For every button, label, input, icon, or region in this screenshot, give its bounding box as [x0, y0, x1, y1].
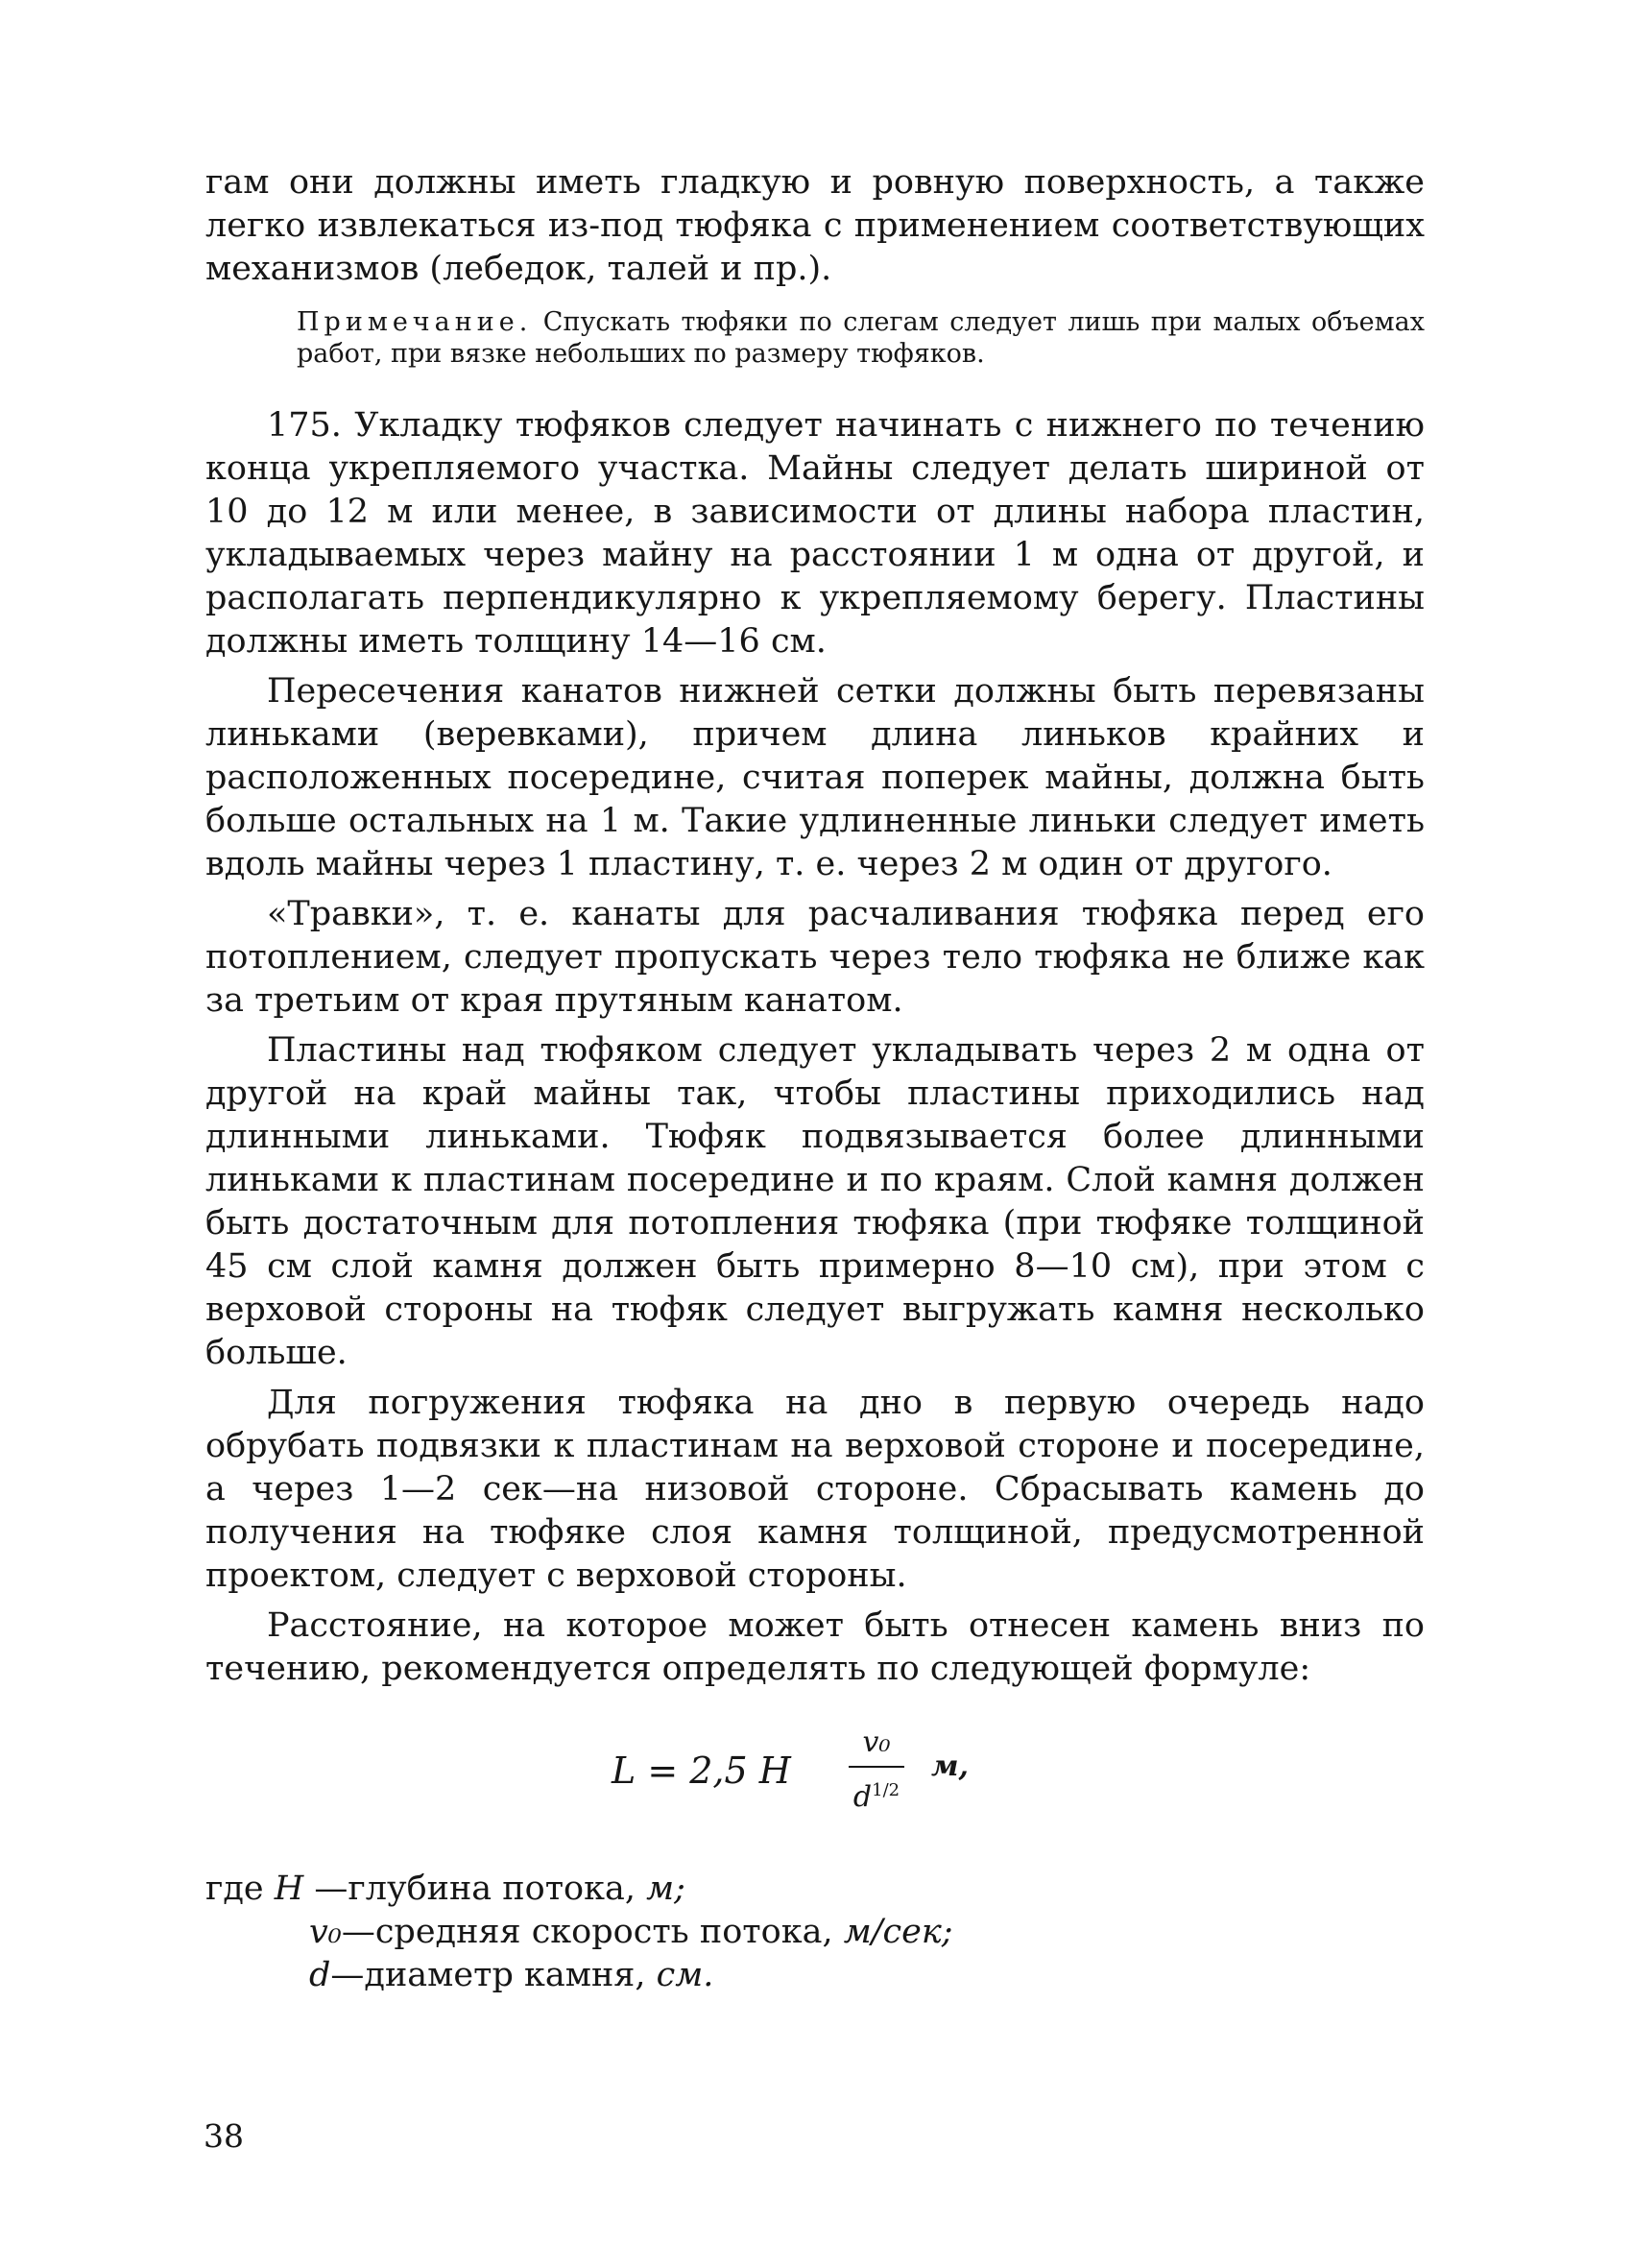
legend-text: —диаметр камня,: [330, 1956, 657, 1994]
text-column: [205, 161, 1425, 1997]
distance-formula: [205, 1716, 1425, 1860]
legend-symbol: d: [309, 1956, 331, 1994]
paragraph-distance: Расстояние, на которое может быть отнесен камень вниз по течению, рекомендуется определять по следующей формуле:: [205, 1606, 1425, 1688]
paragraph-plates: Пластины над тюфяком следует укладывать через 2 м одна от другой на край майны так, чтобы пластины приходились над длинными линьками. Тюфяк подвязывается более длинными линьками к пластинам посередине и по краям. Слой камня должен быть достаточным для потопления тюфяка (при тюфяке толщиной 45 см слой камня должен быть примерно 8—10 см), при этом с верховой стороны на тюфяк следует выгружать камня несколько больше.: [205, 1031, 1425, 1372]
paragraph-sinking: Для погружения тюфяка на дно в первую очередь надо обрубать подвязки к пластинам на верховой стороне и посередине, а через 1—2 сек—на низовой стороне. Сбрасывать камень до получения на тюфяке слоя камня толщиной, предусмотренной проектом, следует с верховой стороны.: [205, 1384, 1425, 1595]
legend-row-d: [205, 1954, 1425, 1997]
formula-legend: [205, 1868, 1425, 1997]
paragraph-175: 175. Укладку тюфяков следует начинать с нижнего по течению конца укрепляемого участка. Майны следует делать шириной от 10 до 12 м или менее, в зависимости от длины набора пластин, укладываемых через майну на расстоянии 1 м одна от другой, и располагать перпендикулярно к укрепляемому берегу. Пластины должны иметь толщину 14—16 см.: [205, 406, 1425, 661]
paragraph-ropes: Пересечения канатов нижней сетки должны быть перевязаны линьками (веревками), причем длина линьков крайних и расположенных посередине, считая поперек майны, должна быть больше остальных на 1 м. Такие удлиненные линьки следует иметь вдоль майны через 1 пластину, т. е. через 2 м один от другого.: [205, 672, 1425, 883]
denominator-base: d: [852, 1780, 873, 1814]
legend-row-h: [205, 1868, 1425, 1911]
legend-symbol: v₀: [309, 1913, 342, 1951]
note-label: Примечание.: [297, 307, 533, 337]
fraction-bar: [849, 1766, 904, 1768]
note-block: [205, 306, 1425, 370]
denominator-exponent: 1/2: [872, 1780, 900, 1800]
formula-lhs: L = 2,5 H: [612, 1749, 791, 1792]
legend-unit: м;: [646, 1870, 685, 1908]
formula-fraction: [843, 1724, 910, 1817]
lead-paragraph: гам они должны иметь гладкую и ровную поверхность, а также легко извлекаться из-под тюфяка с применением соответствующих механизмов (лебедок, талей и пр.).: [205, 163, 1425, 288]
legend-symbol: H: [274, 1870, 304, 1908]
formula-denominator: [843, 1772, 910, 1817]
paragraph-travki: «Травки», т. е. канаты для расчаливания тюфяка перед его потоплением, следует пропускать через тело тюфяка не ближе как за третьим от края прутяным канатом.: [205, 895, 1425, 1020]
legend-text: —средняя скорость потока,: [341, 1913, 844, 1951]
formula-unit: м,: [931, 1749, 969, 1783]
legend-prefix: где: [205, 1870, 264, 1908]
note-text: Спускать тюфяки по слегам следует лишь при малых объемах работ, при вязке небольших по размеру тюфяков.: [297, 307, 1425, 369]
legend-unit: см.: [656, 1956, 714, 1994]
legend-unit: м/сек;: [843, 1913, 953, 1951]
page-number: 38: [204, 2117, 244, 2155]
formula-numerator: v₀: [862, 1725, 891, 1759]
legend-row-v0: [205, 1911, 1425, 1954]
legend-text: —глубина потока,: [303, 1870, 647, 1908]
